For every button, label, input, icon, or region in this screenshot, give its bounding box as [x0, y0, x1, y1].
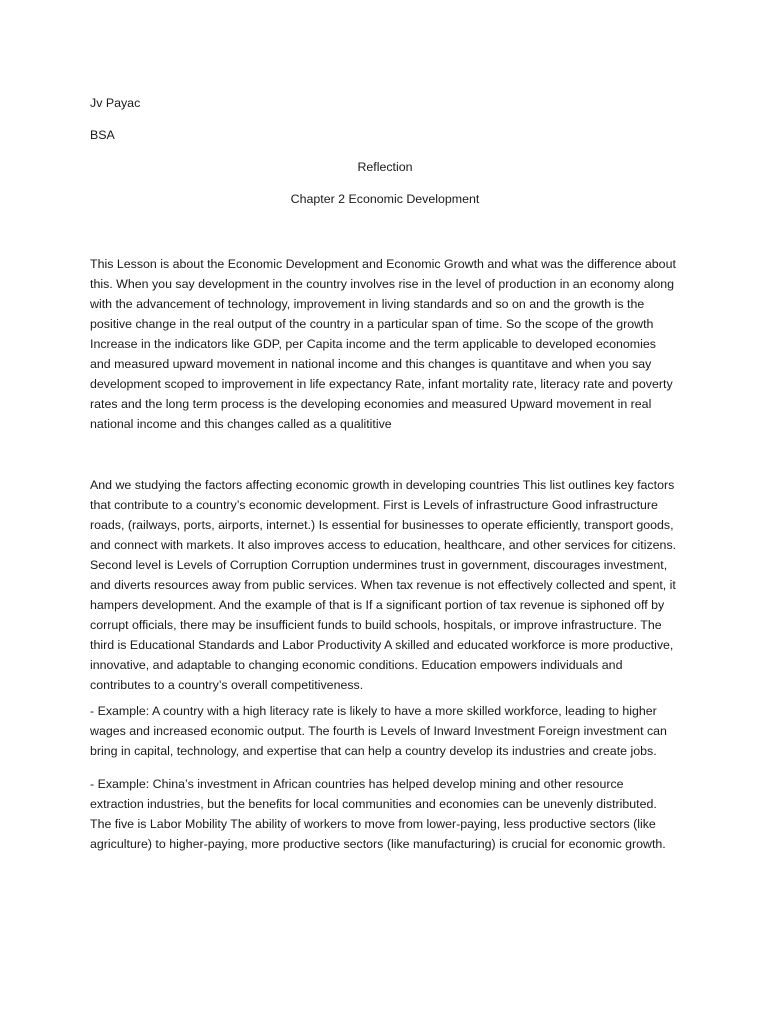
document-subtitle: Chapter 2 Economic Development [290, 192, 480, 206]
author-name: Jv Payac [90, 96, 141, 110]
document-body [90, 93, 680, 854]
paragraph-3: - Example: A country with a high literacy rate is likely to have a more skilled workforce, leading to higher wages and increased economic output. The fourth is Levels of Inward Investment Foreign investment can bring in capital, technology, and expertise that can help a country develop its industries and create jobs. [90, 704, 667, 758]
paragraph-2: And we studying the factors affecting economic growth in developing countries This list outlines key factors that contribute to a country’s economic development. First is Levels of infrastructure Good infrastructure roads, (railways, ports, airports, internet.) Is essential for businesses to operate efficiently, transport goods, and connect with markets. It also improves access to education, healthcare, and other services for citizens. Second level is Levels of Corruption Corruption undermines trust in government, discourages investment, and diverts resources away from public services. When tax revenue is not effectively collected and spent, it hampers development. And the example of that is If a significant portion of tax revenue is siphoned off by corrupt officials, there may be insufficient funds to build schools, hospitals, or improve infrastructure. The third is Educational Standards and Labor Productivity A skilled and educated workforce is more productive, innovative, and adaptable to changing economic conditions. Education empowers individuals and contributes to a country’s overall competitiveness. [90, 478, 677, 692]
paragraph-4: - Example: China’s investment in African countries has helped develop mining and other resource extraction industries, but the benefits for local communities and economies can be unevenly distributed. The five is Labor Mobility The ability of workers to move from lower-paying, less productive sectors (like agriculture) to higher-paying, more productive sectors (like manufacturing) is crucial for economic growth. [90, 777, 666, 851]
paragraph-1: This Lesson is about the Economic Development and Economic Growth and what was the difference about this. When you say development in the country involves rise in the level of production in an economy along with the advancement of technology, improvement in living standards and so on and the growth is the positive change in the real output of the country in a particular span of time. So the scope of the growth Increase in the indicators like GDP, per Capita income and the term applicable to developed economies and measured upward movement in national income and this changes is quantitave and when you say development scoped to improvement in life expectancy Rate, infant mortality rate, literacy rate and poverty rates and the long term process is the developing economies and measured Upward movement in real national income and this changes called as a qualititive [90, 257, 676, 431]
document-title: Reflection [357, 160, 413, 174]
course-name: BSA [90, 128, 115, 142]
